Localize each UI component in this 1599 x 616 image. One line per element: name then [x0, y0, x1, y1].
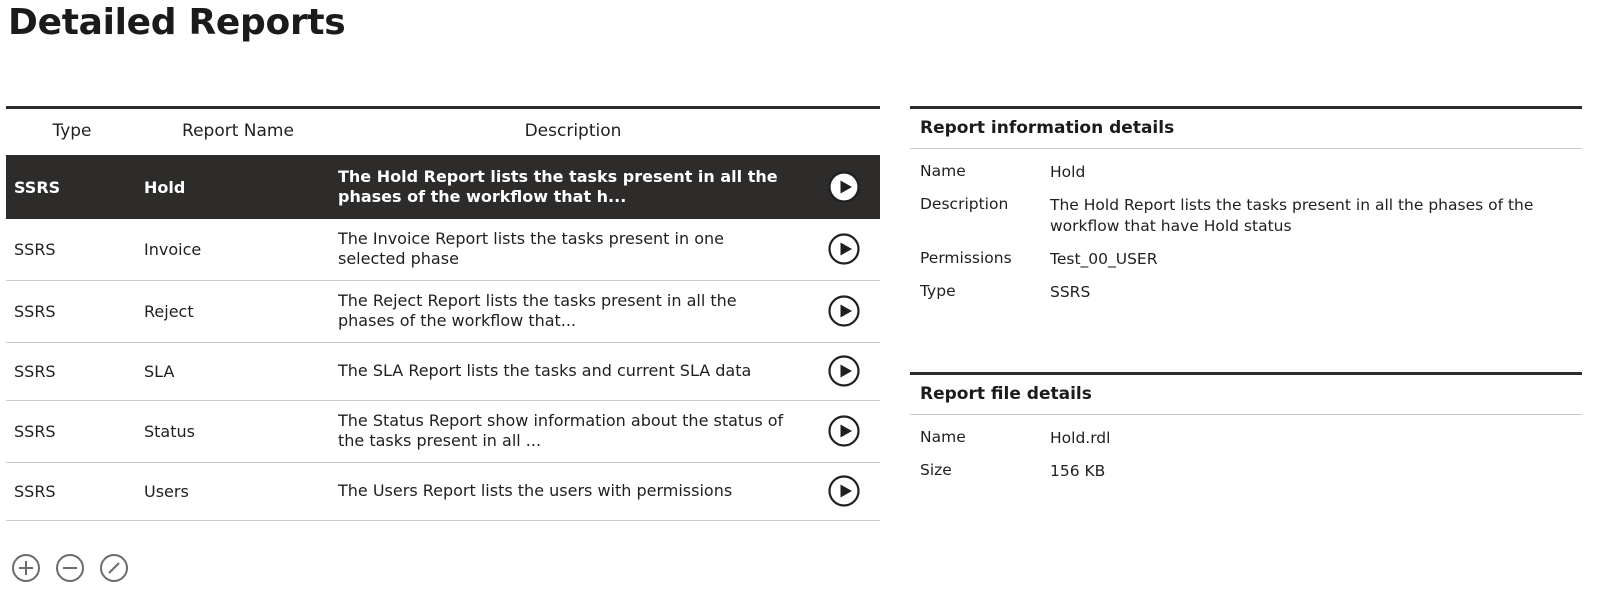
cell-report-name: Reject — [138, 280, 338, 342]
report-file-label: Name — [920, 427, 966, 446]
column-header-description[interactable]: Description — [338, 109, 808, 156]
cell-run-report[interactable] — [808, 462, 880, 520]
report-file-row — [910, 423, 1582, 456]
report-information-label: Type — [920, 281, 956, 300]
cell-run-report[interactable] — [808, 342, 880, 400]
play-icon[interactable] — [827, 170, 861, 204]
table-row[interactable] — [6, 400, 880, 462]
report-file-value: Hold.rdl — [1050, 428, 1111, 447]
cell-type: SSRS — [6, 462, 138, 520]
reports-table-panel — [6, 106, 880, 521]
report-information-row — [910, 244, 1582, 277]
cell-type: SSRS — [6, 218, 138, 280]
cell-run-report[interactable] — [808, 218, 880, 280]
table-row[interactable] — [6, 342, 880, 400]
cell-report-name: Hold — [138, 156, 338, 218]
report-information-value: SSRS — [1050, 282, 1091, 301]
play-icon[interactable] — [827, 354, 861, 388]
cell-report-name: SLA — [138, 342, 338, 400]
cell-description: The Users Report lists the users with permissions — [338, 462, 808, 520]
report-details-panel — [910, 106, 1582, 488]
cell-description: The Hold Report lists the tasks present in all the phases of the workflow that h... — [338, 156, 808, 218]
table-row[interactable] — [6, 156, 880, 218]
column-header-type[interactable]: Type — [6, 109, 138, 156]
play-icon[interactable] — [827, 232, 861, 266]
report-file-list — [910, 415, 1582, 489]
report-information-label: Description — [920, 194, 1009, 213]
cell-description: The SLA Report lists the tasks and current SLA data — [338, 342, 808, 400]
report-file-title: Report file details — [910, 375, 1582, 415]
cell-run-report[interactable] — [808, 156, 880, 218]
column-header-report-name[interactable]: Report Name — [138, 109, 338, 156]
report-information-value: The Hold Report lists the tasks present in all the phases of the workflow that have Hold status — [1050, 195, 1534, 235]
cell-report-name: Users — [138, 462, 338, 520]
add-report-button[interactable] — [10, 552, 42, 584]
cell-description: The Invoice Report lists the tasks present in one selected phase — [338, 218, 808, 280]
play-icon[interactable] — [827, 294, 861, 328]
cell-type: SSRS — [6, 342, 138, 400]
report-information-section — [910, 106, 1582, 310]
table-row[interactable] — [6, 280, 880, 342]
remove-report-button[interactable] — [54, 552, 86, 584]
reports-table-header — [6, 109, 880, 156]
report-file-value: 156 KB — [1050, 461, 1106, 480]
table-action-bar — [10, 552, 130, 584]
report-file-row — [910, 456, 1582, 489]
cell-type: SSRS — [6, 400, 138, 462]
report-information-value: Hold — [1050, 163, 1086, 181]
cell-report-name: Invoice — [138, 218, 338, 280]
page-title: Detailed Reports — [8, 2, 346, 43]
report-information-row — [910, 277, 1582, 310]
report-file-section — [910, 372, 1582, 489]
report-information-title: Report information details — [910, 109, 1582, 149]
reports-table — [6, 109, 880, 521]
report-information-row — [910, 157, 1582, 190]
cell-report-name: Status — [138, 400, 338, 462]
cell-description: The Reject Report lists the tasks present in all the phases of the workflow that... — [338, 280, 808, 342]
edit-report-button[interactable] — [98, 552, 130, 584]
cell-type: SSRS — [6, 280, 138, 342]
cell-run-report[interactable] — [808, 280, 880, 342]
cell-description: The Status Report show information about the status of the tasks present in all ... — [338, 400, 808, 462]
column-header-action — [808, 109, 880, 156]
play-icon[interactable] — [827, 414, 861, 448]
report-information-label: Permissions — [920, 248, 1012, 267]
report-information-label: Name — [920, 162, 966, 180]
cell-run-report[interactable] — [808, 400, 880, 462]
play-icon[interactable] — [827, 474, 861, 508]
report-information-list — [910, 149, 1582, 310]
table-row[interactable] — [6, 218, 880, 280]
report-information-value: Test_00_USER — [1050, 249, 1158, 268]
table-row[interactable] — [6, 462, 880, 520]
reports-table-body — [6, 156, 880, 520]
report-file-label: Size — [920, 460, 952, 479]
report-information-row — [910, 190, 1582, 244]
cell-type: SSRS — [6, 156, 138, 218]
